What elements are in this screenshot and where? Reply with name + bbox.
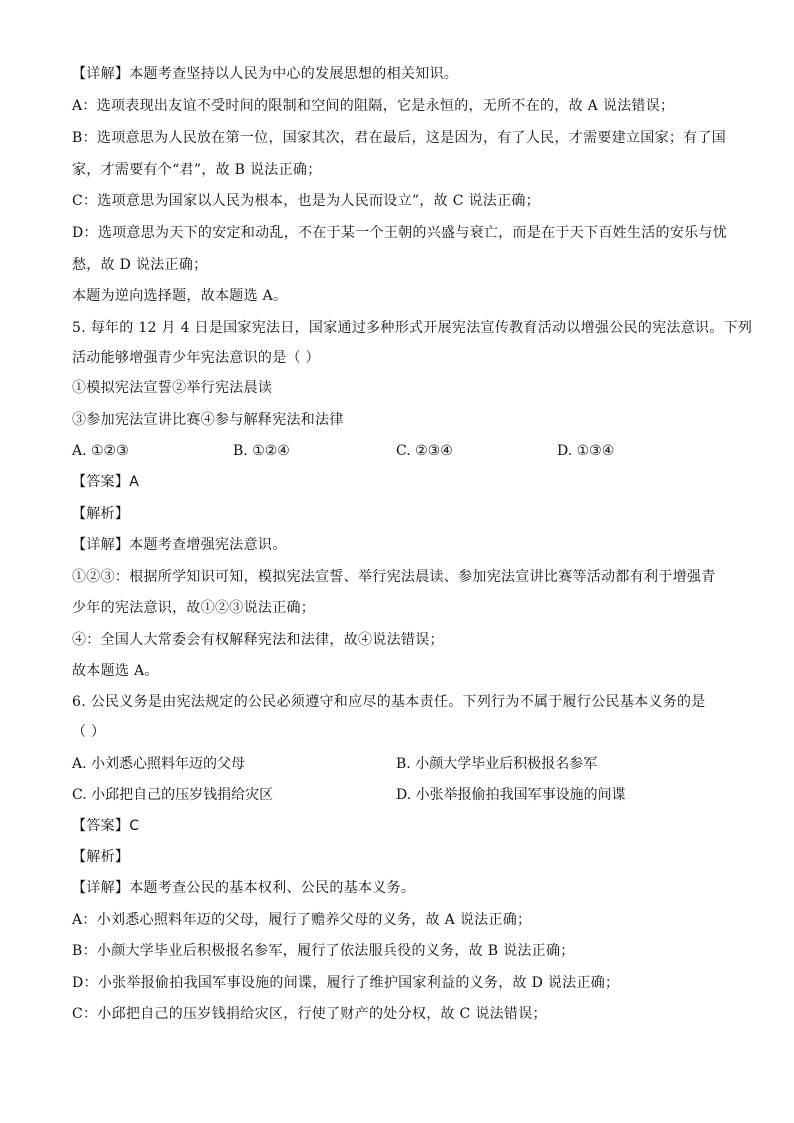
question-6-explanation-a: A：小刘悉心照料年迈的父母，履行了赡养父母的义务，故 A 说法正确；: [72, 912, 532, 928]
question-6-explanation-c: C：小邱把自己的压岁钱捐给灾区，行使了财产的处分权，故 C 说法错误；: [72, 1006, 547, 1022]
question-5-stem-line1: 5. 每年的 12 月 4 日是国家宪法日，国家通过多种形式开展宪法宣传教育活动以增强公民的宪法意识。下列: [72, 320, 753, 336]
question-6-option-c: C. 小邱把自己的压岁钱捐给灾区: [72, 787, 274, 803]
question-5-option-c: C. ②③④: [396, 443, 453, 459]
question-6-option-a: A. 小刘悉心照料年迈的父母: [72, 756, 246, 772]
question-5-items-1-2: ①模拟宪法宣誓②举行宪法晨读: [72, 380, 273, 396]
question-6-detail-heading: 【详解】本题考查公民的基本权利、公民的基本义务。: [72, 880, 416, 896]
question-5-items-3-4: ③参加宪法宣讲比赛④参与解释宪法和法律: [72, 412, 344, 428]
question-5-explanation-line3: ④：全国人大常委会有权解释宪法和法律，故④说法错误；: [72, 632, 444, 648]
question-6-answer: 【答案】C: [72, 818, 140, 834]
question-5-explanation-line1: ①②③：根据所学知识可知，模拟宪法宣誓、举行宪法晨读、参加宪法宣讲比赛等活动都有利于增强青: [72, 569, 716, 585]
explanation-d-line1: D：选项意思为天下的安定和动乱，不在于某一个王朝的兴盛与衰亡，而是在于天下百姓生活的安乐与忧: [72, 225, 728, 241]
explanation-d-line2: 愁，故 D 说法正确；: [72, 257, 208, 273]
explanation-c: C：选项意思为国家以人民为根本，也是为人民而设立”，故 C 说法正确；: [72, 193, 540, 209]
question-6-stem-line2: （ ）: [72, 724, 106, 740]
question-5-option-d: D. ①③④: [557, 443, 615, 459]
question-5-detail-heading: 【详解】本题考查增强宪法意识。: [72, 537, 287, 553]
explanation-b-line1: B：选项意思为人民放在第一位，国家其次，君在最后，这是因为，有了人民，才需要建立国家；有了国: [72, 130, 727, 146]
question-6-analysis-heading: 【解析】: [72, 849, 130, 865]
question-6-stem-line1: 6. 公民义务是由宪法规定的公民必须遵守和应尽的基本责任。下列行为不属于履行公民基本义务的是: [72, 694, 706, 710]
explanation-a: A：选项表现出友谊不受时间的限制和空间的阻隔，它是永恒的，无所不在的，故 A 说法错误；: [72, 98, 675, 114]
question-5-explanation-line2: 少年的宪法意识，故①②③说法正确；: [72, 600, 316, 616]
detail-heading: 【详解】本题考查坚持以人民为中心的发展思想的相关知识。: [72, 66, 459, 82]
question-6-explanation-b: B：小颜大学毕业后积极报名参军，履行了依法服兵役的义务，故 B 说法正确；: [72, 943, 575, 959]
question-5-option-b: B. ①②④: [233, 443, 290, 459]
question-5-stem-line2: 活动能够增强青少年宪法意识的是（ ）: [72, 350, 320, 366]
question-5-conclusion: 故本题选 A。: [72, 663, 159, 679]
explanation-b-line2: 家，才需要有个“君”，故 B 说法正确；: [72, 162, 322, 178]
question-6-option-d: D. 小张举报偷拍我国军事设施的间谍: [396, 787, 626, 803]
question-6-explanation-d: D：小张举报偷拍我国军事设施的间谍，履行了维护国家利益的义务，故 D 说法正确；: [72, 975, 620, 991]
conclusion: 本题为逆向选择题，故本题选 A。: [72, 288, 288, 304]
question-5-analysis-heading: 【解析】: [72, 506, 130, 522]
question-5-option-a: A. ①②③: [72, 443, 129, 459]
question-6-option-b: B. 小颜大学毕业后积极报名参军: [396, 756, 598, 772]
question-5-answer: 【答案】A: [72, 474, 140, 490]
